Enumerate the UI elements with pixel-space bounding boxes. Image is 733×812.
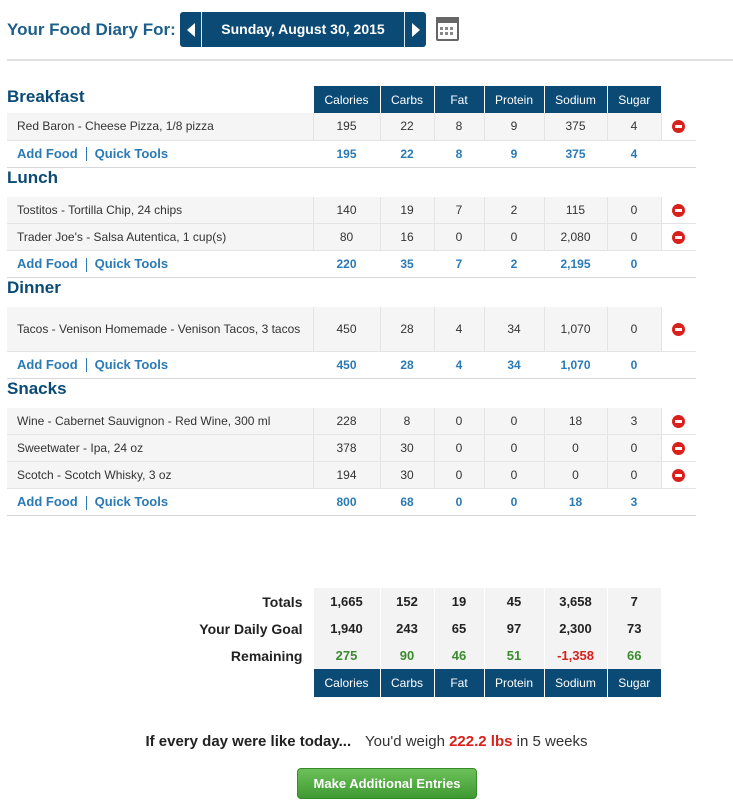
- meal-total-carbs: 28: [380, 351, 434, 378]
- lunch-totals-row: [7, 251, 696, 278]
- link-separator: [86, 358, 87, 372]
- next-day-arrow-icon[interactable]: [404, 12, 426, 47]
- fat-value: 8: [434, 113, 484, 140]
- food-name[interactable]: Red Baron - Cheese Pizza, 1/8 pizza: [7, 113, 313, 140]
- goal-calories: 1,940: [313, 615, 380, 642]
- footer-header-fat: Fat: [434, 669, 484, 697]
- meal-total-fat: 4: [434, 351, 484, 378]
- food-name[interactable]: Sweetwater - Ipa, 24 oz: [7, 435, 313, 462]
- sodium-value: 0: [544, 462, 607, 489]
- column-header-calories: Calories: [313, 86, 380, 113]
- protein-value: 0: [484, 435, 544, 462]
- protein-value: 9: [484, 113, 544, 140]
- summary-column-footer: [7, 669, 661, 697]
- make-additional-entries-button[interactable]: Make Additional Entries: [297, 768, 477, 799]
- meal-total-sodium: 1,070: [544, 351, 607, 378]
- meal-total-sodium: 2,195: [544, 251, 607, 278]
- column-header-sugar: Sugar: [607, 86, 661, 113]
- sugar-value: 0: [607, 435, 661, 462]
- delete-entry-icon[interactable]: [672, 120, 685, 133]
- meal-total-sugar: 0: [607, 351, 661, 378]
- meal-total-calories: 800: [313, 489, 380, 516]
- total-fat: 19: [434, 588, 484, 615]
- meal-total-carbs: 22: [380, 140, 434, 167]
- protein-value: 2: [484, 197, 544, 224]
- meal-total-carbs: 68: [380, 489, 434, 516]
- carbs-value: 16: [380, 224, 434, 251]
- sodium-value: 115: [544, 197, 607, 224]
- total-sodium: 3,658: [544, 588, 607, 615]
- calories-value: 378: [313, 435, 380, 462]
- date-navigator: [180, 12, 426, 47]
- food-diary-table: [7, 86, 696, 516]
- meal-total-protein: 9: [484, 140, 544, 167]
- carbs-value: 22: [380, 113, 434, 140]
- meal-total-sodium: 375: [544, 140, 607, 167]
- food-entry-row: [7, 462, 696, 489]
- quick-tools-link-breakfast[interactable]: Quick Tools: [94, 145, 169, 161]
- remaining-calories: 275: [313, 642, 380, 669]
- quick-tools-link-dinner[interactable]: Quick Tools: [94, 356, 169, 372]
- sugar-value: 0: [607, 224, 661, 251]
- carbs-value: 30: [380, 462, 434, 489]
- delete-entry-icon[interactable]: [672, 415, 685, 428]
- meal-title-lunch: Lunch: [7, 167, 58, 187]
- protein-value: 0: [484, 408, 544, 435]
- delete-entry-icon[interactable]: [672, 204, 685, 217]
- fat-value: 0: [434, 435, 484, 462]
- calendar-icon[interactable]: [436, 17, 459, 41]
- food-name[interactable]: Scotch - Scotch Whisky, 3 oz: [7, 462, 313, 489]
- carbs-value: 19: [380, 197, 434, 224]
- delete-entry-icon[interactable]: [672, 323, 685, 336]
- sugar-value: 0: [607, 307, 661, 351]
- footer-header-carbs: Carbs: [380, 669, 434, 697]
- meal-total-fat: 0: [434, 489, 484, 516]
- delete-entry-icon[interactable]: [672, 442, 685, 455]
- protein-value: 34: [484, 307, 544, 351]
- current-date: Sunday, August 30, 2015: [221, 21, 385, 37]
- column-header-carbs: Carbs: [380, 86, 434, 113]
- total-sugar: 7: [607, 588, 661, 615]
- food-entry-row: [7, 113, 696, 140]
- calories-value: 195: [313, 113, 380, 140]
- total-calories: 1,665: [313, 588, 380, 615]
- breakfast-header-row: [7, 86, 696, 113]
- diary-header: [0, 0, 733, 62]
- meal-total-protein: 0: [484, 489, 544, 516]
- meal-total-carbs: 35: [380, 251, 434, 278]
- food-name[interactable]: Wine - Cabernet Sauvignon - Red Wine, 300 ml: [7, 408, 313, 435]
- weight-projection: [0, 733, 733, 750]
- sodium-value: 1,070: [544, 307, 607, 351]
- link-separator: [86, 147, 87, 161]
- food-name[interactable]: Tacos - Venison Homemade - Venison Tacos, 3 tacos: [7, 307, 313, 351]
- goal-sodium: 2,300: [544, 615, 607, 642]
- calories-value: 194: [313, 462, 380, 489]
- meal-total-calories: 220: [313, 251, 380, 278]
- sodium-value: 2,080: [544, 224, 607, 251]
- quick-tools-link-snacks[interactable]: Quick Tools: [94, 494, 169, 510]
- page-title: Your Food Diary For:: [7, 20, 176, 39]
- header-divider: [7, 59, 733, 61]
- meal-total-fat: 8: [434, 140, 484, 167]
- projection-lead: If every day were like today...: [145, 733, 352, 750]
- link-separator: [86, 258, 87, 272]
- meal-title-snacks: Snacks: [7, 378, 67, 398]
- food-entry-row: [7, 435, 696, 462]
- totals-label: Totals: [262, 593, 303, 610]
- column-header-fat: Fat: [434, 86, 484, 113]
- dinner-totals-row: [7, 351, 696, 378]
- column-header-sodium: Sodium: [544, 86, 607, 113]
- calories-value: 450: [313, 307, 380, 351]
- totals-row: [7, 588, 661, 615]
- total-carbs: 152: [380, 588, 434, 615]
- projected-weight: 222.2 lbs: [449, 733, 513, 750]
- food-name[interactable]: Tostitos - Tortilla Chip, 24 chips: [7, 197, 313, 224]
- meal-total-calories: 195: [313, 140, 380, 167]
- delete-entry-icon[interactable]: [672, 231, 685, 244]
- carbs-value: 30: [380, 435, 434, 462]
- projection-suffix: in 5 weeks: [516, 733, 588, 750]
- meal-total-sugar: 3: [607, 489, 661, 516]
- sodium-value: 0: [544, 435, 607, 462]
- fat-value: 7: [434, 197, 484, 224]
- calories-value: 140: [313, 197, 380, 224]
- fat-value: 0: [434, 224, 484, 251]
- footer-header-calories: Calories: [313, 669, 380, 697]
- link-separator: [86, 496, 87, 510]
- protein-value: 0: [484, 462, 544, 489]
- snacks-header-row: [7, 378, 696, 408]
- goal-sugar: 73: [607, 615, 661, 642]
- meal-title-breakfast: Breakfast: [7, 87, 85, 106]
- sodium-value: 375: [544, 113, 607, 140]
- fat-value: 4: [434, 307, 484, 351]
- meal-total-sodium: 18: [544, 489, 607, 516]
- remaining-protein: 51: [484, 642, 544, 669]
- sugar-value: 0: [607, 197, 661, 224]
- footer-header-sugar: Sugar: [607, 669, 661, 697]
- quick-tools-link-lunch[interactable]: Quick Tools: [94, 256, 169, 272]
- food-entry-row: [7, 224, 696, 251]
- goal-protein: 97: [484, 615, 544, 642]
- remaining-sodium: -1,358: [544, 642, 607, 669]
- protein-value: 0: [484, 224, 544, 251]
- delete-entry-icon[interactable]: [672, 469, 685, 482]
- daily-summary-table: [7, 588, 661, 697]
- meal-total-sugar: 4: [607, 140, 661, 167]
- add-food-link-snacks[interactable]: Add Food: [17, 494, 78, 510]
- dinner-header-row: [7, 278, 696, 308]
- meal-total-protein: 2: [484, 251, 544, 278]
- add-food-link-dinner[interactable]: Add Food: [17, 356, 78, 372]
- meal-total-calories: 450: [313, 351, 380, 378]
- add-food-link-breakfast[interactable]: Add Food: [17, 145, 78, 161]
- sugar-value: 0: [607, 462, 661, 489]
- sodium-value: 18: [544, 408, 607, 435]
- food-entry-row: [7, 307, 696, 351]
- remaining-row: [7, 642, 661, 669]
- meal-total-protein: 34: [484, 351, 544, 378]
- projection-prefix: You'd weigh: [365, 733, 445, 750]
- food-entry-row: [7, 197, 696, 224]
- snacks-totals-row: [7, 489, 696, 516]
- carbs-value: 8: [380, 408, 434, 435]
- fat-value: 0: [434, 408, 484, 435]
- calories-value: 228: [313, 408, 380, 435]
- remaining-label: Remaining: [230, 647, 303, 664]
- carbs-value: 28: [380, 307, 434, 351]
- calories-value: 80: [313, 224, 380, 251]
- goal-fat: 65: [434, 615, 484, 642]
- food-name[interactable]: Trader Joe's - Salsa Autentica, 1 cup(s): [7, 224, 313, 251]
- food-entry-row: [7, 408, 696, 435]
- meal-title-dinner: Dinner: [7, 278, 61, 297]
- remaining-carbs: 90: [380, 642, 434, 669]
- meal-total-sugar: 0: [607, 251, 661, 278]
- breakfast-totals-row: [7, 140, 696, 167]
- lunch-header-row: [7, 167, 696, 197]
- footer-header-protein: Protein: [484, 669, 544, 697]
- previous-day-arrow-icon[interactable]: [180, 12, 202, 47]
- meal-total-fat: 7: [434, 251, 484, 278]
- goal-carbs: 243: [380, 615, 434, 642]
- daily-goal-row: [7, 615, 661, 642]
- add-food-link-lunch[interactable]: Add Food: [17, 256, 78, 272]
- total-protein: 45: [484, 588, 544, 615]
- daily-goal-label: Your Daily Goal: [199, 620, 303, 637]
- sugar-value: 4: [607, 113, 661, 140]
- remaining-fat: 46: [434, 642, 484, 669]
- remaining-sugar: 66: [607, 642, 661, 669]
- fat-value: 0: [434, 462, 484, 489]
- footer-header-sodium: Sodium: [544, 669, 607, 697]
- column-header-protein: Protein: [484, 86, 544, 113]
- sugar-value: 3: [607, 408, 661, 435]
